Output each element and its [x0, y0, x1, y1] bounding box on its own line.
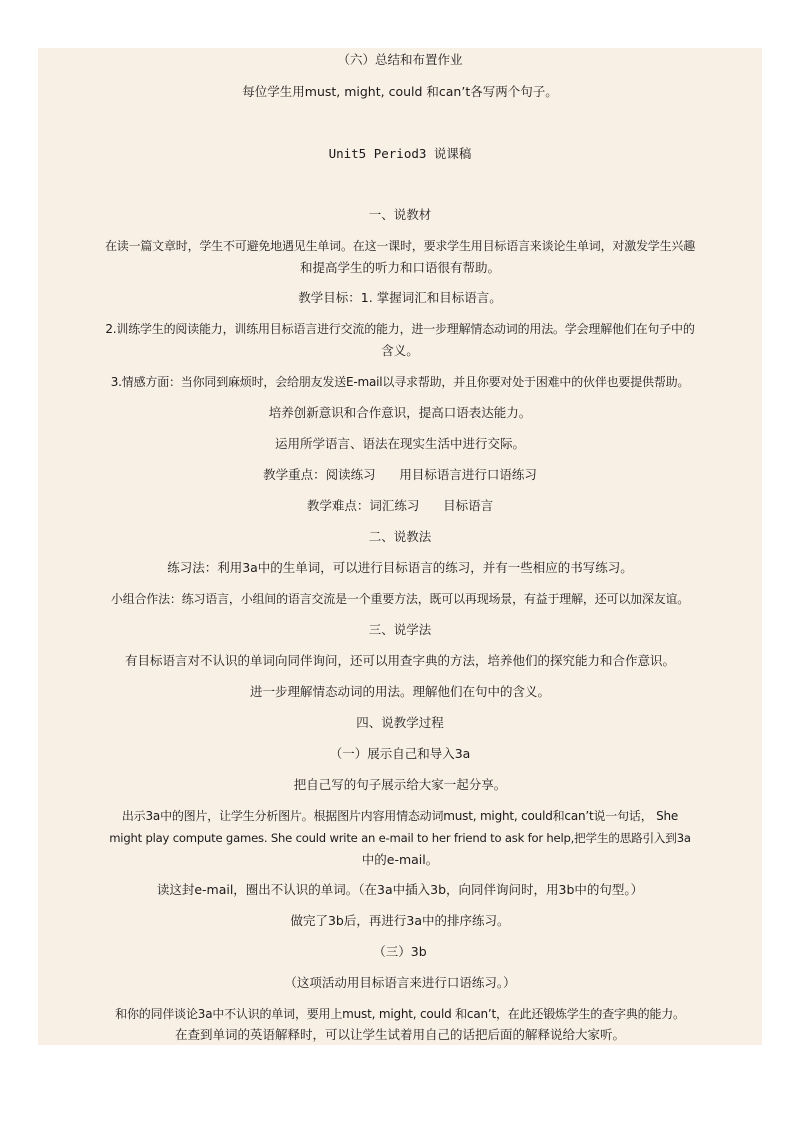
teaching-goal-1: 教学目标：1. 掌握词汇和目标语言。 — [298, 290, 502, 305]
learning-method-1: 有目标语言对不认识的单词向同伴询问，还可以用查字典的方法，培养他们的探究能力和合作意识。 — [124, 653, 675, 668]
teaching-goal-2-line1: 2.训练学生的阅读能力，训练用目标语言进行交流的能力，进一步理解情态动词的用法。学会理解他们在句子中的 — [105, 322, 695, 336]
document-title: Unit5 Period3 说课稿 — [328, 146, 472, 161]
teaching-goal-2-line2: 含义。 — [381, 343, 419, 358]
teaching-key-points: 教学重点：阅读练习 用目标语言进行口语练习 — [263, 467, 537, 482]
paragraph-textbook-line1: 在读一篇文章时，学生不可避免地遇见生单词。在这一课时，要求学生用目标语言来谈论生单词，对激发学生兴趣 — [104, 239, 695, 253]
process-picture-line1: 出示3a中的图片，让学生分析图片。根据图片内容用情态动词must, might, could和can’t说一句话， She — [121, 809, 679, 823]
process-discuss-words-line1: 和你的同伴谈论3a中不认识的单词，要用上must, might, could 和can’t，在此还锻炼学生的查字典的能力。 — [115, 1007, 685, 1021]
teaching-goal-3: 3.情感方面：当你同到麻烦时，会给朋友发送E-mail以寻求帮助，并且你要对处于困难中的伙伴也要提供帮助。 — [110, 375, 690, 389]
method-practice: 练习法：利用3a中的生单词，可以进行目标语言的练习，并有一些相应的书写练习。 — [167, 560, 633, 575]
section-heading-summary: （六）总结和布置作业 — [337, 52, 463, 67]
section-heading-process: 四、说教学过程 — [356, 715, 444, 730]
subheading-show-and-lead-in: （一）展示自己和导入3a — [329, 746, 471, 761]
process-discuss-words-line2: 在查到单词的英语解释时，可以让学生试着用自己的话把后面的解释说给大家听。 — [174, 1027, 625, 1042]
process-ordering-practice: 做完了3b后，再进行3a中的排序练习。 — [290, 913, 510, 928]
section-heading-learning: 三、说学法 — [368, 622, 432, 637]
learning-method-2: 进一步理解情态动词的用法。理解他们在句中的含义。 — [249, 684, 550, 699]
section-heading-methods: 二、说教法 — [368, 529, 432, 544]
process-picture-line3: 中的e-mail。 — [361, 852, 439, 867]
subheading-3b: （三）3b — [373, 944, 427, 959]
document-page — [38, 48, 762, 1045]
section-heading-textbook: 一、说教材 — [368, 207, 432, 222]
teaching-difficulties: 教学难点：词汇练习 目标语言 — [306, 498, 494, 513]
paragraph-textbook-line2: 和提高学生的听力和口语很有帮助。 — [299, 260, 500, 275]
method-group-work: 小组合作法：练习语言，小组间的语言交流是一个重要方法，既可以再现场景，有益于理解，还可以加深友谊。 — [110, 592, 690, 606]
process-picture-line2: might play compute games. She could write an e-mail to her friend to ask for help,把学生的思路引入到3a — [109, 831, 691, 845]
process-read-email: 读这封e-mail，圈出不认识的单词。（在3a中插入3b，向同伴询问时，用3b中的句型。） — [156, 882, 644, 897]
homework-line: 每位学生用must, might, could 和can’t各写两个句子。 — [242, 84, 558, 99]
process-oral-practice-note: （这项活动用目标语言来进行口语练习。） — [284, 975, 516, 990]
process-share-sentences: 把自己写的句子展示给大家一起分享。 — [293, 777, 507, 792]
teaching-goal-3-line2: 培养创新意识和合作意识，提高口语表达能力。 — [268, 405, 532, 420]
teaching-goal-3-line3: 运用所学语言、语法在现实生活中进行交际。 — [274, 436, 525, 451]
